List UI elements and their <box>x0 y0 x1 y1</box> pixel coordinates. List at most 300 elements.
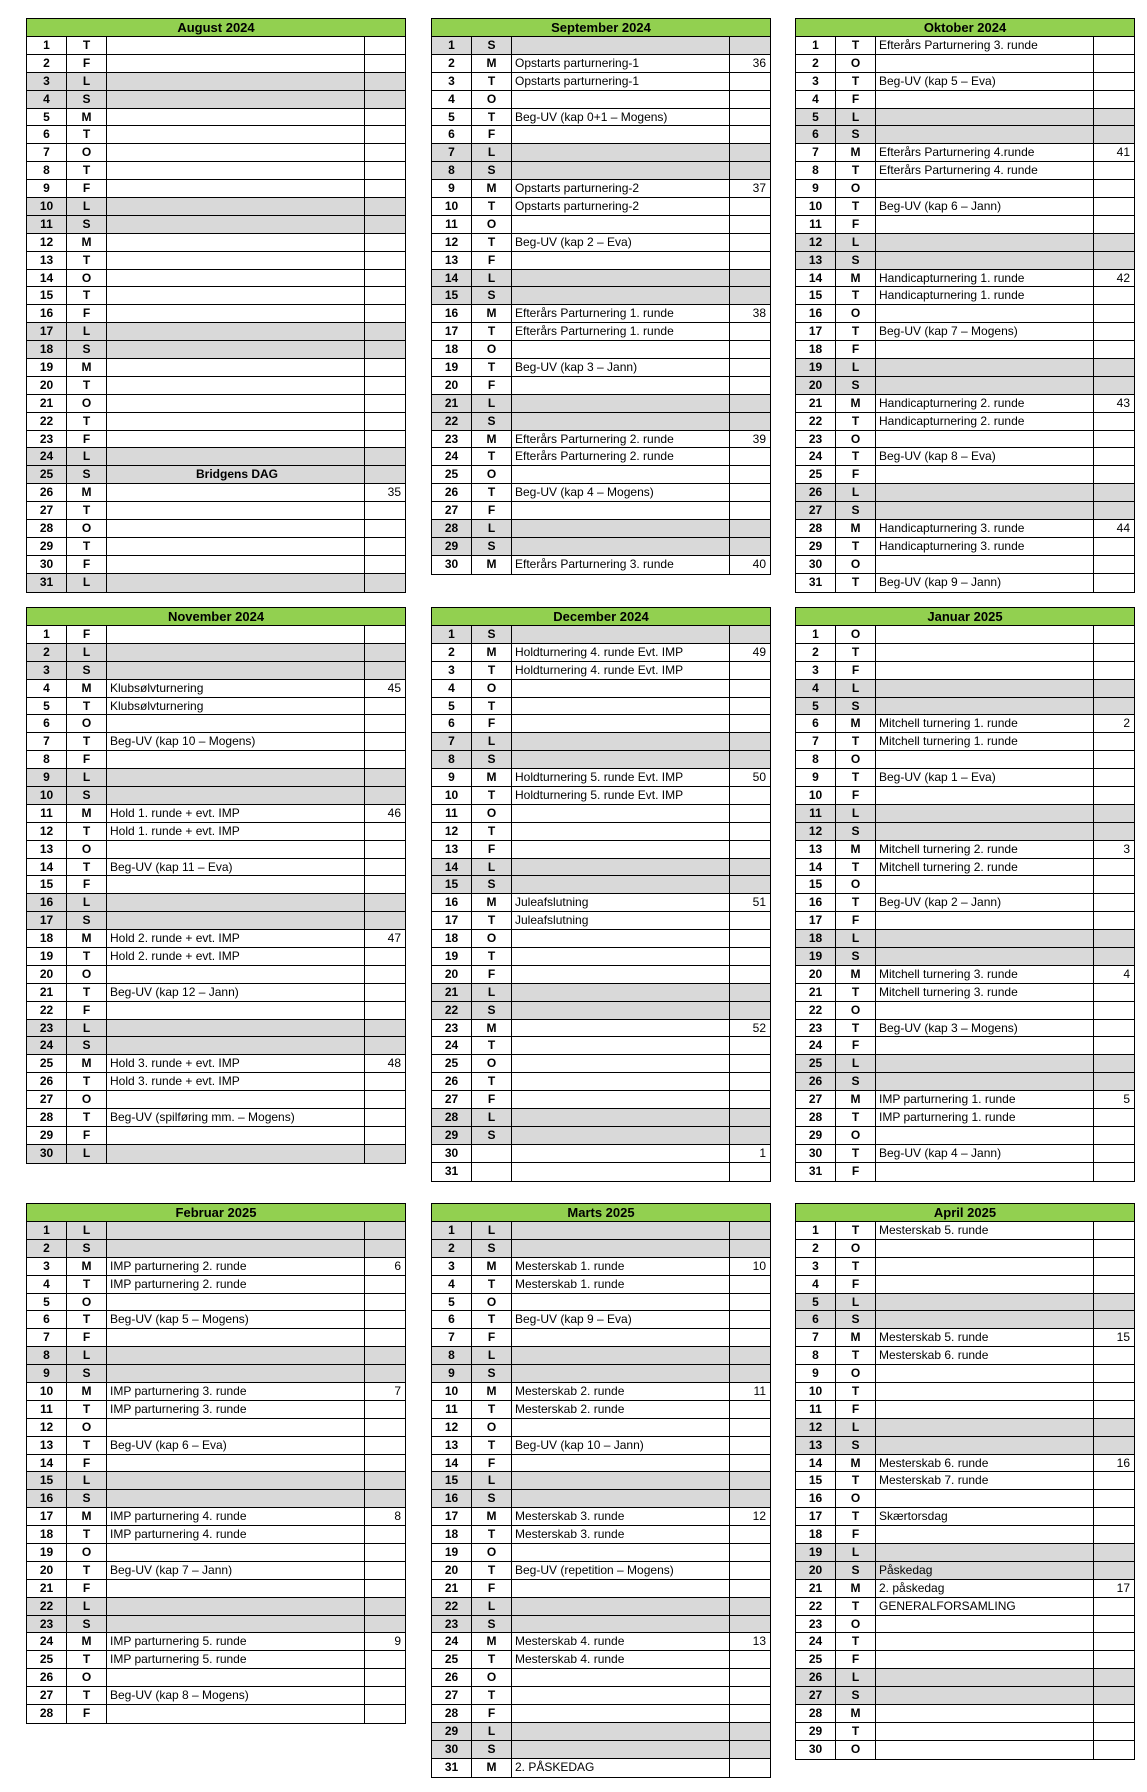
day-number: 11 <box>432 805 472 822</box>
week-number <box>365 538 405 555</box>
day-number: 16 <box>27 894 67 911</box>
day-row <box>432 270 770 288</box>
event-text <box>876 216 1094 233</box>
day-row <box>432 323 770 341</box>
day-number: 17 <box>27 912 67 929</box>
event-text <box>512 37 730 54</box>
day-number: 17 <box>796 323 836 340</box>
weekday-letter: F <box>836 1276 876 1293</box>
event-text: Mitchell turnering 3. runde <box>876 984 1094 1001</box>
day-row <box>432 1311 770 1329</box>
day-number: 22 <box>432 413 472 430</box>
weekday-letter: F <box>67 1329 107 1346</box>
weekday-letter: T <box>67 126 107 143</box>
week-number <box>730 1741 770 1758</box>
week-number <box>730 805 770 822</box>
weekday-letter: T <box>472 1526 512 1543</box>
day-row <box>796 1580 1134 1598</box>
event-text <box>107 216 365 233</box>
weekday-letter: O <box>67 1419 107 1436</box>
week-number <box>365 1276 405 1293</box>
weekday-letter: F <box>67 1705 107 1723</box>
day-number: 18 <box>27 1526 67 1543</box>
day-number: 8 <box>796 751 836 768</box>
weekday-letter: M <box>472 556 512 574</box>
event-text: Beg-UV (kap 9 – Jann) <box>876 574 1094 592</box>
event-text: Efterårs Parturnering 4. runde <box>876 162 1094 179</box>
day-number: 25 <box>432 1651 472 1668</box>
day-number: 9 <box>27 769 67 786</box>
day-row <box>432 662 770 680</box>
day-row <box>796 1073 1134 1091</box>
day-row <box>796 1651 1134 1669</box>
event-text: Beg-UV (kap 10 – Mogens) <box>107 733 365 750</box>
week-number <box>1094 1073 1134 1090</box>
week-number <box>1094 1472 1134 1489</box>
week-number <box>365 1329 405 1346</box>
week-number <box>365 1419 405 1436</box>
weekday-letter: M <box>836 966 876 983</box>
day-number: 1 <box>432 626 472 643</box>
day-row <box>432 1329 770 1347</box>
event-text: Beg-UV (kap 2 – Jann) <box>876 894 1094 911</box>
day-row <box>27 198 405 216</box>
day-number: 30 <box>432 556 472 574</box>
weekday-letter: O <box>472 1544 512 1561</box>
weekday-letter: M <box>472 1633 512 1650</box>
month-title: September 2024 <box>432 19 770 37</box>
day-row <box>796 1383 1134 1401</box>
day-number: 7 <box>27 733 67 750</box>
day-row <box>432 1002 770 1020</box>
week-number <box>365 1109 405 1126</box>
day-number: 18 <box>432 930 472 947</box>
weekday-letter: T <box>472 198 512 215</box>
week-number <box>1094 1723 1134 1740</box>
month-title: August 2024 <box>27 19 405 37</box>
day-row <box>796 1329 1134 1347</box>
day-row <box>27 662 405 680</box>
event-text <box>876 1723 1094 1740</box>
day-number: 6 <box>432 715 472 732</box>
weekday-letter: T <box>472 787 512 804</box>
weekday-letter: L <box>836 930 876 947</box>
event-text <box>512 1294 730 1311</box>
day-number: 2 <box>796 644 836 661</box>
week-number <box>1094 466 1134 483</box>
day-row <box>27 859 405 877</box>
day-number: 28 <box>432 520 472 537</box>
event-text <box>512 626 730 643</box>
weekday-letter: O <box>836 1616 876 1633</box>
day-row <box>27 1365 405 1383</box>
week-number <box>730 841 770 858</box>
day-number: 1 <box>432 37 472 54</box>
week-number <box>365 966 405 983</box>
event-text <box>876 912 1094 929</box>
event-text: Hold 2. runde + evt. IMP <box>107 930 365 947</box>
day-row <box>796 1490 1134 1508</box>
day-row <box>432 805 770 823</box>
day-row <box>27 930 405 948</box>
weekday-letter <box>472 1163 512 1181</box>
day-row <box>432 1472 770 1490</box>
weekday-letter: M <box>67 234 107 251</box>
day-row <box>27 502 405 520</box>
day-number: 15 <box>796 876 836 893</box>
weekday-letter: L <box>836 484 876 501</box>
weekday-letter: T <box>836 1598 876 1615</box>
day-row <box>432 751 770 769</box>
weekday-letter: S <box>836 252 876 269</box>
event-text <box>876 1616 1094 1633</box>
day-row <box>432 1651 770 1669</box>
weekday-letter: T <box>472 1437 512 1454</box>
week-number <box>730 1580 770 1597</box>
event-text <box>512 1455 730 1472</box>
week-number <box>730 930 770 947</box>
day-number: 15 <box>432 876 472 893</box>
day-number: 2 <box>27 644 67 661</box>
day-row <box>27 1145 405 1163</box>
weekday-letter: T <box>67 1562 107 1579</box>
day-number: 14 <box>27 270 67 287</box>
day-row <box>432 680 770 698</box>
event-text <box>107 966 365 983</box>
day-number: 11 <box>796 1401 836 1418</box>
week-number <box>1094 1037 1134 1054</box>
event-text: IMP parturnering 1. runde <box>876 1091 1094 1108</box>
day-number: 25 <box>27 1651 67 1668</box>
day-number: 18 <box>27 341 67 358</box>
weekday-letter: L <box>472 270 512 287</box>
week-number: 2 <box>1123 716 1130 731</box>
day-number: 7 <box>432 1329 472 1346</box>
weekday-letter: F <box>836 216 876 233</box>
week-number: 47 <box>387 931 401 946</box>
week-number <box>1094 662 1134 679</box>
weekday-letter: S <box>836 377 876 394</box>
event-text <box>512 287 730 304</box>
week-number <box>730 1562 770 1579</box>
day-row <box>796 1311 1134 1329</box>
week-number <box>365 1651 405 1668</box>
weekday-letter: O <box>472 466 512 483</box>
event-text: Hold 1. runde + evt. IMP <box>107 823 365 840</box>
day-row <box>796 1633 1134 1651</box>
day-row <box>432 466 770 484</box>
day-row <box>27 377 405 395</box>
day-number: 4 <box>432 1276 472 1293</box>
weekday-letter: S <box>472 1002 512 1019</box>
weekday-letter: T <box>67 377 107 394</box>
week-number <box>1094 1419 1134 1436</box>
weekday-letter: L <box>67 1145 107 1163</box>
day-row <box>27 644 405 662</box>
weekday-letter: M <box>67 484 107 501</box>
day-number: 20 <box>27 1562 67 1579</box>
day-row <box>796 341 1134 359</box>
weekday-letter: T <box>472 109 512 126</box>
event-text: IMP parturnering 4. runde <box>107 1508 365 1525</box>
day-number: 21 <box>27 984 67 1001</box>
weekday-letter: T <box>67 287 107 304</box>
day-number: 9 <box>432 1365 472 1382</box>
weekday-letter: F <box>836 662 876 679</box>
day-number: 16 <box>796 305 836 322</box>
week-number <box>730 1002 770 1019</box>
week-number <box>1094 448 1134 465</box>
day-row <box>796 413 1134 431</box>
event-text <box>107 1616 365 1633</box>
week-number <box>1094 1633 1134 1650</box>
event-text: Efterårs Parturnering 1. runde <box>512 323 730 340</box>
day-number: 6 <box>27 715 67 732</box>
week-number <box>730 395 770 412</box>
day-number: 31 <box>796 574 836 592</box>
day-row <box>27 341 405 359</box>
weekday-letter: F <box>472 1091 512 1108</box>
day-number: 3 <box>27 1258 67 1275</box>
week-number <box>365 698 405 715</box>
week-number <box>365 662 405 679</box>
day-number: 13 <box>432 252 472 269</box>
week-number <box>365 359 405 376</box>
day-row <box>432 984 770 1002</box>
event-text <box>876 91 1094 108</box>
week-number: 44 <box>1116 521 1130 536</box>
event-text <box>512 1419 730 1436</box>
event-text <box>512 1163 730 1181</box>
event-text <box>107 252 365 269</box>
day-row <box>796 216 1134 234</box>
day-row <box>432 1055 770 1073</box>
day-number: 12 <box>27 1419 67 1436</box>
day-row <box>432 698 770 716</box>
event-text <box>876 377 1094 394</box>
week-number: 16 <box>1116 1455 1130 1470</box>
week-number <box>730 1723 770 1740</box>
weekday-letter: L <box>472 520 512 537</box>
event-text <box>512 1705 730 1722</box>
weekday-letter: L <box>472 859 512 876</box>
event-text <box>107 1705 365 1723</box>
week-number: 13 <box>752 1634 766 1649</box>
day-row <box>432 1091 770 1109</box>
day-row <box>796 912 1134 930</box>
day-row <box>432 859 770 877</box>
weekday-letter: M <box>836 1705 876 1722</box>
weekday-letter: O <box>472 680 512 697</box>
week-number <box>365 1145 405 1163</box>
weekday-letter: T <box>836 538 876 555</box>
event-text <box>876 502 1094 519</box>
event-text <box>512 1020 730 1037</box>
day-row <box>796 359 1134 377</box>
weekday-letter: S <box>67 662 107 679</box>
day-row <box>432 180 770 198</box>
weekday-letter: F <box>472 1705 512 1722</box>
event-text <box>512 1472 730 1489</box>
event-text: Mesterskab 3. runde <box>512 1508 730 1525</box>
weekday-letter: L <box>836 359 876 376</box>
day-number: 9 <box>796 1365 836 1382</box>
day-row <box>432 1669 770 1687</box>
week-number <box>730 733 770 750</box>
day-number: 19 <box>432 1544 472 1561</box>
week-number <box>1094 751 1134 768</box>
event-text: Beg-UV (kap 6 – Jann) <box>876 198 1094 215</box>
weekday-letter: M <box>67 109 107 126</box>
week-number <box>365 1490 405 1507</box>
event-text <box>107 787 365 804</box>
week-number <box>365 377 405 394</box>
day-row <box>796 805 1134 823</box>
week-number <box>730 126 770 143</box>
day-row <box>796 1276 1134 1294</box>
weekday-letter: S <box>472 1127 512 1144</box>
day-row <box>432 1616 770 1634</box>
day-row <box>796 930 1134 948</box>
event-text <box>107 502 365 519</box>
week-number <box>730 287 770 304</box>
week-number <box>365 1091 405 1108</box>
day-number: 22 <box>27 413 67 430</box>
week-number <box>1094 1705 1134 1722</box>
day-row <box>432 216 770 234</box>
day-number: 20 <box>27 377 67 394</box>
day-number: 5 <box>796 1294 836 1311</box>
event-text <box>876 1419 1094 1436</box>
week-number <box>730 1651 770 1668</box>
week-number <box>730 1222 770 1239</box>
day-row <box>796 1240 1134 1258</box>
event-text: Beg-UV (kap 1 – Eva) <box>876 769 1094 786</box>
week-number <box>365 126 405 143</box>
weekday-letter: O <box>472 930 512 947</box>
day-number: 23 <box>27 431 67 448</box>
week-number <box>1094 413 1134 430</box>
day-row <box>432 252 770 270</box>
week-number <box>1094 1383 1134 1400</box>
day-row <box>796 841 1134 859</box>
day-number: 17 <box>432 1508 472 1525</box>
weekday-letter: S <box>67 341 107 358</box>
event-text <box>512 466 730 483</box>
week-number <box>365 395 405 412</box>
weekday-letter: L <box>472 1598 512 1615</box>
event-text <box>876 948 1094 965</box>
week-number: 46 <box>387 805 401 820</box>
day-number: 20 <box>27 966 67 983</box>
day-number: 21 <box>796 395 836 412</box>
event-text <box>107 894 365 911</box>
day-number: 6 <box>432 126 472 143</box>
day-row <box>432 823 770 841</box>
weekday-letter: T <box>836 644 876 661</box>
day-row <box>27 715 405 733</box>
event-text: Hold 3. runde + evt. IMP <box>107 1055 365 1072</box>
day-row <box>796 1163 1134 1181</box>
event-text: Opstarts parturnering-2 <box>512 198 730 215</box>
day-number: 23 <box>27 1020 67 1037</box>
week-number <box>1094 876 1134 893</box>
day-number: 22 <box>796 1002 836 1019</box>
week-number: 40 <box>752 556 766 571</box>
day-row <box>432 1347 770 1365</box>
day-row <box>432 502 770 520</box>
weekday-letter: F <box>67 1002 107 1019</box>
event-text: Handicapturnering 2. runde <box>876 395 1094 412</box>
event-text <box>107 1544 365 1561</box>
day-number: 26 <box>432 484 472 501</box>
weekday-letter: M <box>67 1258 107 1275</box>
weekday-letter: M <box>472 894 512 911</box>
week-number <box>365 73 405 90</box>
day-row <box>432 1687 770 1705</box>
week-number <box>1094 574 1134 592</box>
day-number: 26 <box>796 484 836 501</box>
week-number <box>365 1073 405 1090</box>
event-text <box>107 37 365 54</box>
event-text <box>512 1723 730 1740</box>
day-row <box>27 1222 405 1240</box>
day-number: 2 <box>432 644 472 661</box>
day-row <box>27 1347 405 1365</box>
weekday-letter: O <box>836 1127 876 1144</box>
day-number: 25 <box>796 1651 836 1668</box>
day-number: 4 <box>27 1276 67 1293</box>
weekday-letter: F <box>472 377 512 394</box>
day-number: 10 <box>796 1383 836 1400</box>
day-number: 3 <box>432 662 472 679</box>
weekday-letter: F <box>67 626 107 643</box>
weekday-letter: T <box>836 1723 876 1740</box>
month-table <box>795 1203 1135 1760</box>
event-text: Handicapturnering 3. runde <box>876 538 1094 555</box>
weekday-letter: O <box>472 1294 512 1311</box>
day-row <box>432 1109 770 1127</box>
event-text <box>107 1002 365 1019</box>
week-number <box>1094 252 1134 269</box>
week-number <box>730 1240 770 1257</box>
event-text <box>876 180 1094 197</box>
week-number <box>365 162 405 179</box>
day-row <box>796 305 1134 323</box>
day-number: 24 <box>796 1037 836 1054</box>
day-number: 30 <box>796 556 836 573</box>
weekday-letter: L <box>836 1055 876 1072</box>
event-text <box>512 1347 730 1364</box>
week-number <box>730 323 770 340</box>
day-number: 13 <box>432 841 472 858</box>
day-number: 19 <box>27 1544 67 1561</box>
week-number <box>1094 55 1134 72</box>
day-row <box>432 1073 770 1091</box>
event-text <box>876 1365 1094 1382</box>
day-row <box>796 1222 1134 1240</box>
day-number: 20 <box>432 966 472 983</box>
day-number: 22 <box>432 1598 472 1615</box>
event-text <box>876 1705 1094 1722</box>
day-row <box>432 733 770 751</box>
event-text <box>512 1544 730 1561</box>
day-number: 5 <box>796 109 836 126</box>
event-text: Mesterskab 2. runde <box>512 1401 730 1418</box>
event-text <box>107 305 365 322</box>
week-number <box>365 1562 405 1579</box>
weekday-letter: O <box>836 1002 876 1019</box>
